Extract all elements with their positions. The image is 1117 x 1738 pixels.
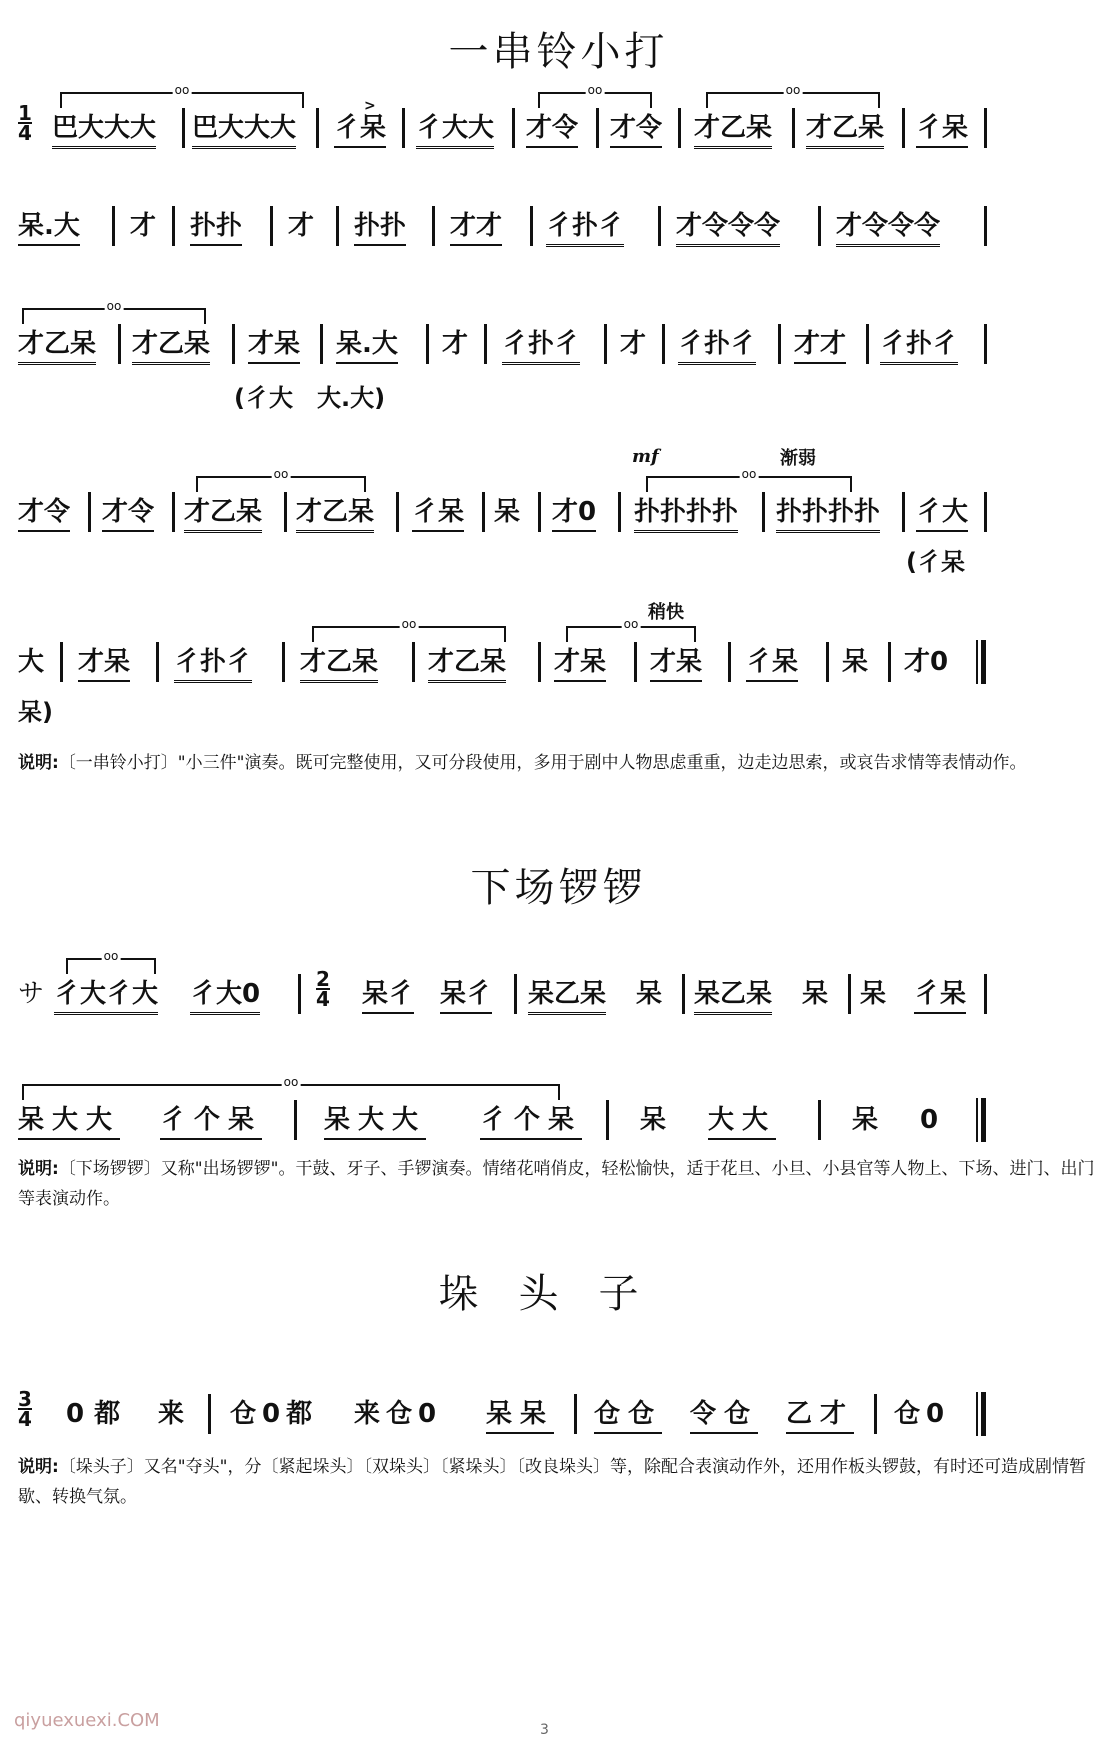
measure: 才令 xyxy=(610,112,662,148)
measure: 呆 xyxy=(640,1105,667,1135)
score-row-1-1 xyxy=(18,83,1098,152)
barline xyxy=(596,108,599,148)
barline xyxy=(728,642,731,682)
barline xyxy=(902,492,905,532)
barline xyxy=(514,974,517,1014)
tie-bracket: oo xyxy=(706,92,880,108)
barline xyxy=(984,492,987,532)
barline xyxy=(172,492,175,532)
page-number: 3 xyxy=(540,1722,549,1738)
time-signature: 3 4 xyxy=(18,1387,32,1431)
measure: 才才 xyxy=(450,210,502,246)
explanation-3: 说明:〔垛头子〕又名"夺头"，分〔紧起垛头〕〔双垛头〕〔紧垛头〕〔改良垛头〕等，除配合表演动作外，还用作板头锣鼓，有时还可造成剧情暂歇、转换气氛。 xyxy=(18,1457,1086,1507)
measure: 来 xyxy=(158,1399,185,1429)
barline xyxy=(604,324,607,364)
measure: 彳扑彳 xyxy=(174,646,252,683)
explanation-2: 说明:〔下场锣锣〕又称"出场锣锣"。干鼓、牙子、手锣演奏。情绪花哨俏皮，轻松愉快，适于花旦、小旦、小县官等人物上、下场、进门、出门等表演动作。 xyxy=(18,1159,1095,1209)
measure: 呆 xyxy=(494,497,521,527)
barline xyxy=(538,642,541,682)
measure: 彳扑彳 xyxy=(502,328,580,365)
section-title-3: 垛头子 xyxy=(438,1271,679,1317)
barline xyxy=(320,324,323,364)
measure: 才 xyxy=(442,329,469,359)
measure: 才呆 xyxy=(650,646,702,682)
tie-bracket: oo xyxy=(646,476,852,492)
alt-rhythm: (彳呆 xyxy=(906,548,965,576)
measure: 呆彳 xyxy=(362,978,414,1014)
barline xyxy=(984,324,987,364)
measure: 彳呆 xyxy=(916,112,968,148)
barline xyxy=(298,974,301,1014)
barline xyxy=(848,974,851,1014)
barline xyxy=(778,324,781,364)
section-title-1: 一串铃小打 xyxy=(448,29,669,75)
measure: 呆呆 xyxy=(486,1398,554,1434)
measure: 才令令令 xyxy=(836,210,940,247)
barline xyxy=(172,206,175,246)
score-row-1-4 xyxy=(18,467,1098,536)
tie-bracket: oo xyxy=(312,626,506,642)
measure: 彳大 xyxy=(916,496,968,532)
measure: 大大 xyxy=(708,1104,776,1140)
accent-mark: > xyxy=(364,98,376,114)
barline xyxy=(902,108,905,148)
measure: 才乙呆 xyxy=(806,112,884,149)
measure: 才 xyxy=(620,329,647,359)
measure: 呆 xyxy=(852,1105,879,1135)
measure: 才乙呆 xyxy=(132,328,210,365)
barline xyxy=(634,642,637,682)
measure: 呆大大 xyxy=(18,1104,120,1140)
barline xyxy=(232,324,235,364)
barline xyxy=(658,206,661,246)
measure: 呆 xyxy=(802,979,829,1009)
measure: 才0 xyxy=(904,647,949,677)
barline xyxy=(826,642,829,682)
barline xyxy=(606,1100,609,1140)
barline xyxy=(538,492,541,532)
measure: 呆.大 xyxy=(336,328,398,364)
tie-bracket: oo xyxy=(538,92,652,108)
barline xyxy=(396,492,399,532)
measure: 扑扑扑扑 xyxy=(776,496,880,533)
measure: 彳呆 xyxy=(412,496,464,532)
measure: 才令 xyxy=(526,112,578,148)
measure: 扑扑扑扑 xyxy=(634,496,738,533)
measure: 仓0都 xyxy=(230,1399,319,1429)
measure: 呆 xyxy=(860,979,887,1009)
measure: 才 xyxy=(130,211,157,241)
measure: 才才 xyxy=(794,328,846,364)
barline xyxy=(282,642,285,682)
measure: 呆大大 xyxy=(324,1104,426,1140)
barline xyxy=(512,108,515,148)
final-barline xyxy=(976,1098,986,1142)
barline xyxy=(118,324,121,364)
tie-bracket: oo xyxy=(22,308,206,324)
score-row-3-1 xyxy=(18,1387,1098,1438)
barline xyxy=(792,108,795,148)
measure: 来仓0 xyxy=(354,1399,443,1429)
measure: 呆彳 xyxy=(440,978,492,1014)
barline xyxy=(412,642,415,682)
barline xyxy=(294,1100,297,1140)
tie-bracket: oo xyxy=(66,958,156,974)
measure: 呆乙呆 xyxy=(694,978,772,1015)
explanation-1: 说明:〔一串铃小打〕"小三件"演奏。既可完整使用，又可分段使用，多用于剧中人物思虑重重，边走边思索，或哀告求情等表情动作。 xyxy=(18,753,1027,773)
measure: 仓仓 xyxy=(594,1398,662,1434)
barline xyxy=(574,1394,577,1434)
measure: 彳呆 xyxy=(914,978,966,1014)
barline xyxy=(818,206,821,246)
barline xyxy=(662,324,665,364)
barline xyxy=(818,1100,821,1140)
measure: 才乙呆 xyxy=(428,646,506,683)
tempo-mark: 稍快 xyxy=(648,602,684,623)
measure: 才0 xyxy=(552,496,596,532)
measure: 呆 xyxy=(636,979,663,1009)
time-signature: 2 4 xyxy=(316,967,330,1011)
measure: 才乙呆 xyxy=(296,496,374,533)
measure: 0 xyxy=(920,1105,939,1135)
barline xyxy=(888,642,891,682)
measure: 呆 xyxy=(842,647,869,677)
barline xyxy=(316,108,319,148)
barline xyxy=(112,206,115,246)
measure: 呆.大 xyxy=(18,210,80,246)
measure: 才呆 xyxy=(78,646,130,682)
barline xyxy=(284,492,287,532)
barline xyxy=(182,108,185,148)
measure: 巴大大大 xyxy=(192,112,296,149)
measure: 彳呆 xyxy=(746,646,798,682)
measure: 才呆 xyxy=(248,328,300,364)
barline xyxy=(484,324,487,364)
measure: 才 xyxy=(288,211,315,241)
tie-bracket: oo xyxy=(196,476,366,492)
barline xyxy=(270,206,273,246)
dynamic-mark: mf xyxy=(632,446,659,467)
barline xyxy=(208,1394,211,1434)
measure: 呆乙呆 xyxy=(528,978,606,1015)
barline xyxy=(984,974,987,1014)
measure: 0都 xyxy=(66,1399,131,1429)
barline xyxy=(682,974,685,1014)
barline xyxy=(88,492,91,532)
measure: 巴大大大 xyxy=(52,112,156,149)
barline xyxy=(984,206,987,246)
score-row-2-1 xyxy=(18,949,1098,1018)
free-meter-mark: サ xyxy=(18,979,45,1009)
measure: 彳扑彳 xyxy=(546,210,624,247)
measure: 才呆 xyxy=(554,646,606,682)
measure: 才令 xyxy=(102,496,154,532)
tie-bracket: oo xyxy=(566,626,696,642)
measure: 彳大大 xyxy=(416,112,494,149)
measure: 才令 xyxy=(18,496,70,532)
measure: 才乙呆 xyxy=(694,112,772,149)
barline xyxy=(402,108,405,148)
alt-rhythm: (彳大 大.大) xyxy=(234,384,386,412)
measure: 彳扑彳 xyxy=(880,328,958,365)
measure: 才乙呆 xyxy=(18,328,96,365)
measure: 彳大0 xyxy=(190,978,260,1015)
measure: 扑扑 xyxy=(190,210,242,246)
barline xyxy=(336,206,339,246)
tie-bracket: oo xyxy=(60,92,304,108)
section-title-2: 下场锣锣 xyxy=(470,865,647,911)
barline xyxy=(530,206,533,246)
barline xyxy=(866,324,869,364)
barline xyxy=(156,642,159,682)
measure: 才乙呆 xyxy=(184,496,262,533)
measure: 彳个呆 xyxy=(480,1104,582,1140)
alt-rhythm: 呆) xyxy=(18,698,53,726)
measure: 彳大彳大 xyxy=(54,978,158,1015)
barline xyxy=(678,108,681,148)
barline xyxy=(762,492,765,532)
watermark: qiyuexuexi.COM xyxy=(14,1710,160,1731)
measure: 大 xyxy=(18,647,45,677)
score-row-1-5 xyxy=(18,617,1098,686)
barline xyxy=(482,492,485,532)
measure: 才令令令 xyxy=(676,210,780,247)
measure: 仓0 xyxy=(894,1399,951,1429)
time-signature: 1 4 xyxy=(18,101,32,145)
measure: 乙才 xyxy=(786,1398,854,1434)
measure: 彳呆 xyxy=(334,112,386,148)
final-barline xyxy=(976,640,986,684)
measure: 彳个呆 xyxy=(160,1104,262,1140)
score-row-1-3 xyxy=(18,299,1098,368)
barline xyxy=(426,324,429,364)
measure: 彳扑彳 xyxy=(678,328,756,365)
measure: 才乙呆 xyxy=(300,646,378,683)
barline xyxy=(984,108,987,148)
barline xyxy=(432,206,435,246)
measure: 扑扑 xyxy=(354,210,406,246)
final-barline xyxy=(976,1392,986,1436)
barline xyxy=(874,1394,877,1434)
score-row-1-2 xyxy=(18,210,1098,250)
barline xyxy=(618,492,621,532)
dynamic-mark: 渐弱 xyxy=(780,448,816,469)
score-row-2-2 xyxy=(18,1075,1098,1144)
tie-bracket: oo xyxy=(22,1084,560,1100)
barline xyxy=(60,642,63,682)
measure: 令仓 xyxy=(690,1398,758,1434)
